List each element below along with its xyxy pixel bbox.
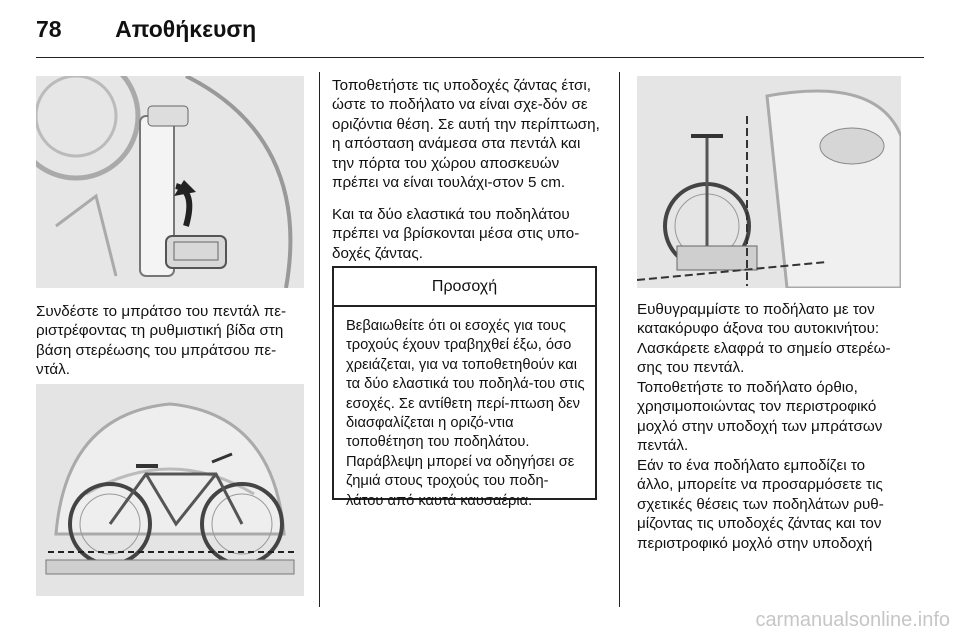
pedal-arm-illustration [36,76,304,288]
page-header [36,16,256,43]
column-divider-right [619,72,620,607]
bicycle-rear-view-drawing [36,384,304,596]
pedal-arm-caption: Συνδέστε το μπράτσο του πεντάλ πε-ριστρέφοντας τη ρυθμιστική βίδα στη βάση στερέωσης του μπράτσου πε-ντάλ. [36,303,287,379]
caution-text: Βεβαιωθείτε ότι οι εσοχές για τους τροχούς έχουν τραβηχθεί έξω, όσο χρειάζεται, για να τοποθετηθούν και τα δύο ελαστικά του ποδηλά-του στις εσοχές. Σε αντίθετη περί-πτωση δεν διασφαλίζεται η οριζό-ντια τοποθέτηση του ποδηλάτου. Παράβλεψη μπορεί να οδηγήσει σε ζημιά στους τροχούς του ποδη-λάτου από καυτά καυσαέρια. [346,318,585,509]
align-paragraph: Ευθυγραμμίστε το ποδήλατο με τον κατακόρυφο άξονα του αυτοκινήτου: Λασκάρετε ελαφρά το σημείο στερέω-σης του πεντάλ. [637,301,891,377]
adjust-paragraph: Εάν το ένα ποδήλατο εμποδίζει το άλλο, μπορείτε να προσαρμόσετε τις σχετικές θέσεις των ποδηλάτων ρυθ-μίζοντας τις υποδοχές ζάντας και τον περιστροφικό μοχλό στην υποδοχή [637,457,884,552]
bicycle-on-carrier-illustration [36,384,304,596]
tyres-paragraph: Και τα δύο ελαστικά του ποδηλάτου πρέπει να βρίσκονται μέσα στις υπο-δοχές ζάντας. [332,206,580,262]
watermark: carmanualsonline.info [755,609,950,631]
caution-title: Προσοχή [334,268,595,307]
header-rule [36,57,924,58]
upright-paragraph: Τοποθετήστε το ποδήλατο όρθιο, χρησιμοποιώντας τον περιστροφικό μοχλό στην υποδοχή των μπράτσων πεντάλ. [637,379,883,455]
caution-box [332,266,597,509]
page-number: 78 [36,16,62,42]
rim-holder-paragraph: Τοποθετήστε τις υποδοχές ζάντας έτσι, ώστε το ποδήλατο να είναι σχε-δόν σε οριζόντια θέση. Σε αυτή την περίπτωση, η απόσταση ανάμεσα στα πεντάλ και την πόρτα του χώρου αποσκευών πρέπει να είναι τουλάχι-στον 5 cm. [332,77,600,192]
pedal-arm-drawing [36,76,304,288]
section-title: Αποθήκευση [115,16,257,42]
car-rear-with-bicycle-drawing [637,76,901,288]
bicycle-alignment-illustration [637,76,901,288]
column-divider-left [319,72,320,607]
